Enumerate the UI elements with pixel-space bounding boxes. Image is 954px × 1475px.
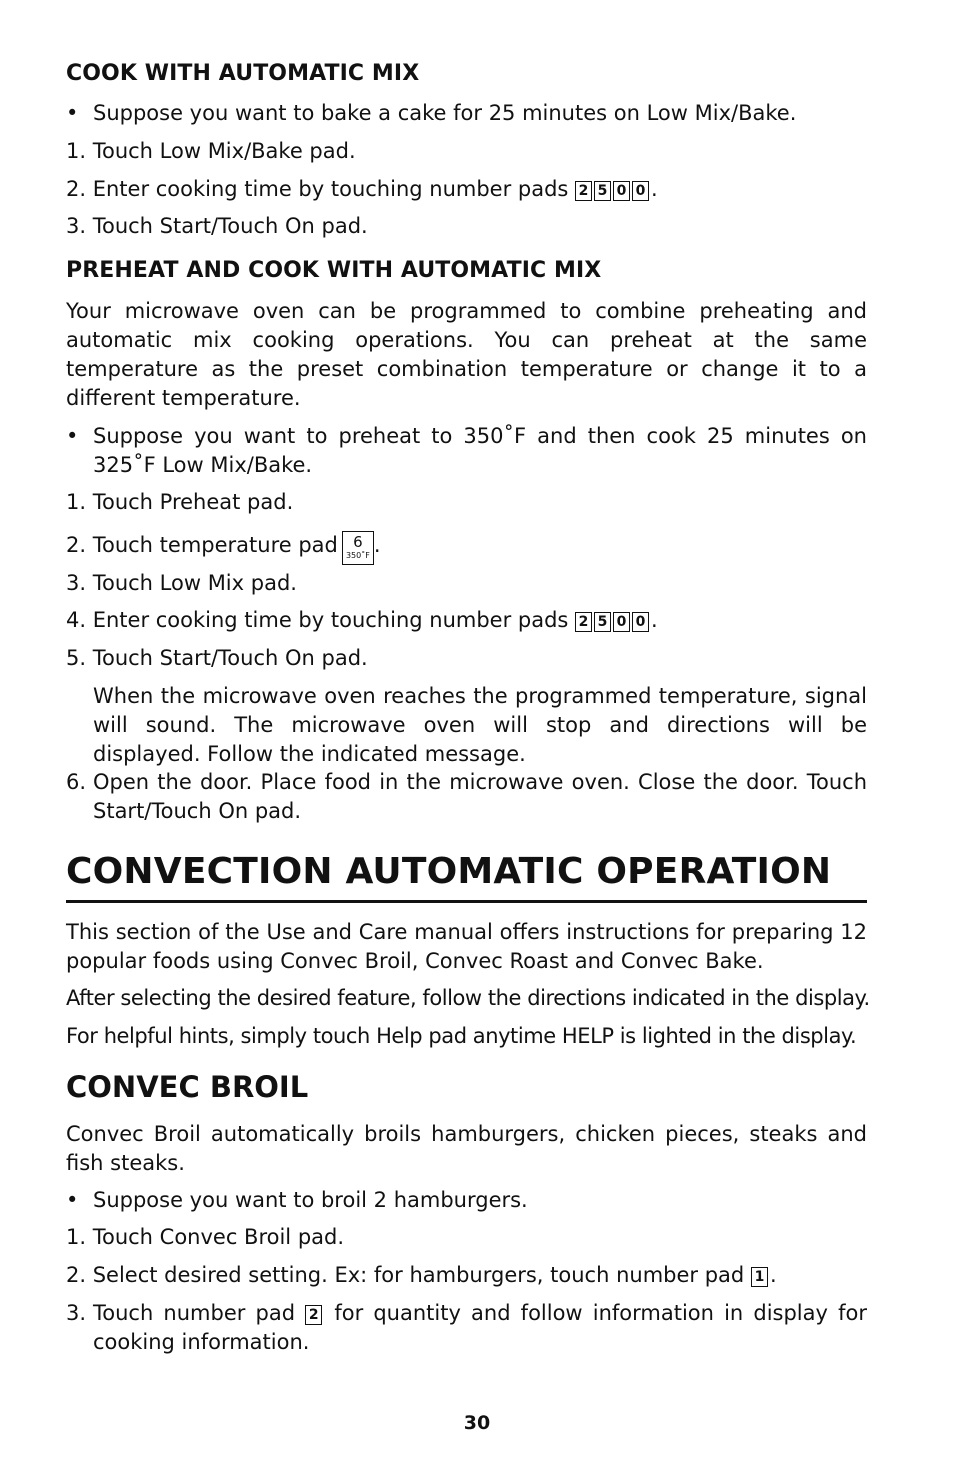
section-heading-cook-automatic-mix: COOK WITH AUTOMATIC MIX: [66, 61, 420, 86]
number-pad-key: 0: [632, 181, 649, 201]
number-pad-key: 0: [613, 612, 630, 632]
step-3: 3. Touch Start/Touch On pad.: [66, 214, 368, 238]
page-title: CONVECTION AUTOMATIC OPERATION: [66, 851, 832, 892]
step-2: 2. Touch temperature pad 6 350˚F .: [66, 531, 867, 565]
step-1: 1. Touch Convec Broil pad.: [66, 1225, 345, 1249]
convection-directions-paragraph: After selecting the desired feature, follow the directions indicated in the display.: [66, 986, 870, 1010]
temperature-pad-label: 350˚F: [345, 551, 370, 560]
section-heading-convec-broil: CONVEC BROIL: [66, 1070, 309, 1104]
bullet-text: Suppose you want to broil 2 hamburgers.: [93, 1188, 528, 1212]
step-6-text: Open the door. Place food in the microwave oven. Close the door. Touch Start/Touch On pad.: [93, 770, 867, 823]
temperature-pad-number: 6: [353, 533, 363, 551]
step-5-note: [66, 682, 867, 769]
convec-broil-intro-paragraph: Convec Broil automatically broils hamburgers, chicken pieces, steaks and fish steaks.: [66, 1122, 867, 1175]
step-5-note-text: When the microwave oven reaches the programmed temperature, signal will sound. The microwave oven will stop and directions will be displayed. Follow the indicated message.: [93, 684, 867, 766]
step-3-text-pre: Touch number pad: [93, 1301, 296, 1325]
step-3-text-post: for quantity and follow information in display for cooking information.: [93, 1301, 867, 1354]
bullet-item: [66, 99, 867, 128]
step-4: 4. Enter cooking time by touching number pads 2 5 0 0 .: [66, 608, 658, 632]
step-2: 2. Select desired setting. Ex: for hamburgers, touch number pad 1 .: [66, 1263, 777, 1287]
number-pad-key: 5: [594, 181, 611, 201]
step-2: 2. Enter cooking time by touching number pads 2 5 0 0 .: [66, 177, 658, 201]
step-2-text: 2. Select desired setting. Ex: for hamburgers, touch number pad: [66, 1263, 745, 1287]
number-pad-key: 1: [751, 1267, 768, 1287]
page-number: 30: [463, 1412, 491, 1434]
number-pad-key: 2: [305, 1305, 322, 1325]
step-4-text: 4. Enter cooking time by touching number pads: [66, 608, 569, 632]
number-pad-key: 0: [632, 612, 649, 632]
temperature-pad-key: [342, 531, 374, 565]
bullet-item: [66, 1186, 867, 1215]
step-2-text: 2. Touch temperature pad: [66, 533, 338, 557]
bullet-marker: •: [66, 424, 79, 448]
step-6: [66, 768, 867, 826]
step-3-text: [93, 1299, 867, 1357]
number-pad-key: 0: [613, 181, 630, 201]
step-2-text: 2. Enter cooking time by touching number pads: [66, 177, 569, 201]
title-divider: [66, 900, 867, 903]
step-5: 5. Touch Start/Touch On pad.: [66, 646, 368, 670]
number-pad-key: 2: [575, 612, 592, 632]
bullet-text: Suppose you want to bake a cake for 25 minutes on Low Mix/Bake.: [93, 101, 797, 125]
preheat-intro-paragraph: Your microwave oven can be programmed to combine preheating and automatic mix cooking operations. You can preheat at the same temperature as the preset combination temperature or change it to a different temperature.: [66, 299, 867, 410]
step-3: [66, 1299, 867, 1357]
step-6-number: 6.: [66, 770, 87, 794]
number-pad-key: 5: [594, 612, 611, 632]
step-3: 3. Touch Low Mix pad.: [66, 571, 297, 595]
bullet-marker: •: [66, 101, 79, 125]
number-pad-key: 2: [575, 181, 592, 201]
bullet-item: [66, 422, 867, 480]
convection-intro-paragraph: This section of the Use and Care manual offers instructions for preparing 12 popular foods using Convec Broil, Convec Roast and Convec Bake.: [66, 920, 867, 973]
step-1: 1. Touch Preheat pad.: [66, 490, 294, 514]
step-3-number: 3.: [66, 1301, 87, 1325]
step-1: 1. Touch Low Mix/Bake pad.: [66, 139, 356, 163]
bullet-text: Suppose you want to preheat to 350˚F and then cook 25 minutes on 325˚F Low Mix/Bake.: [93, 424, 867, 477]
bullet-marker: •: [66, 1188, 79, 1212]
convection-help-paragraph: For helpful hints, simply touch Help pad anytime HELP is lighted in the display.: [66, 1024, 857, 1048]
section-heading-preheat-cook: PREHEAT AND COOK WITH AUTOMATIC MIX: [66, 258, 602, 283]
